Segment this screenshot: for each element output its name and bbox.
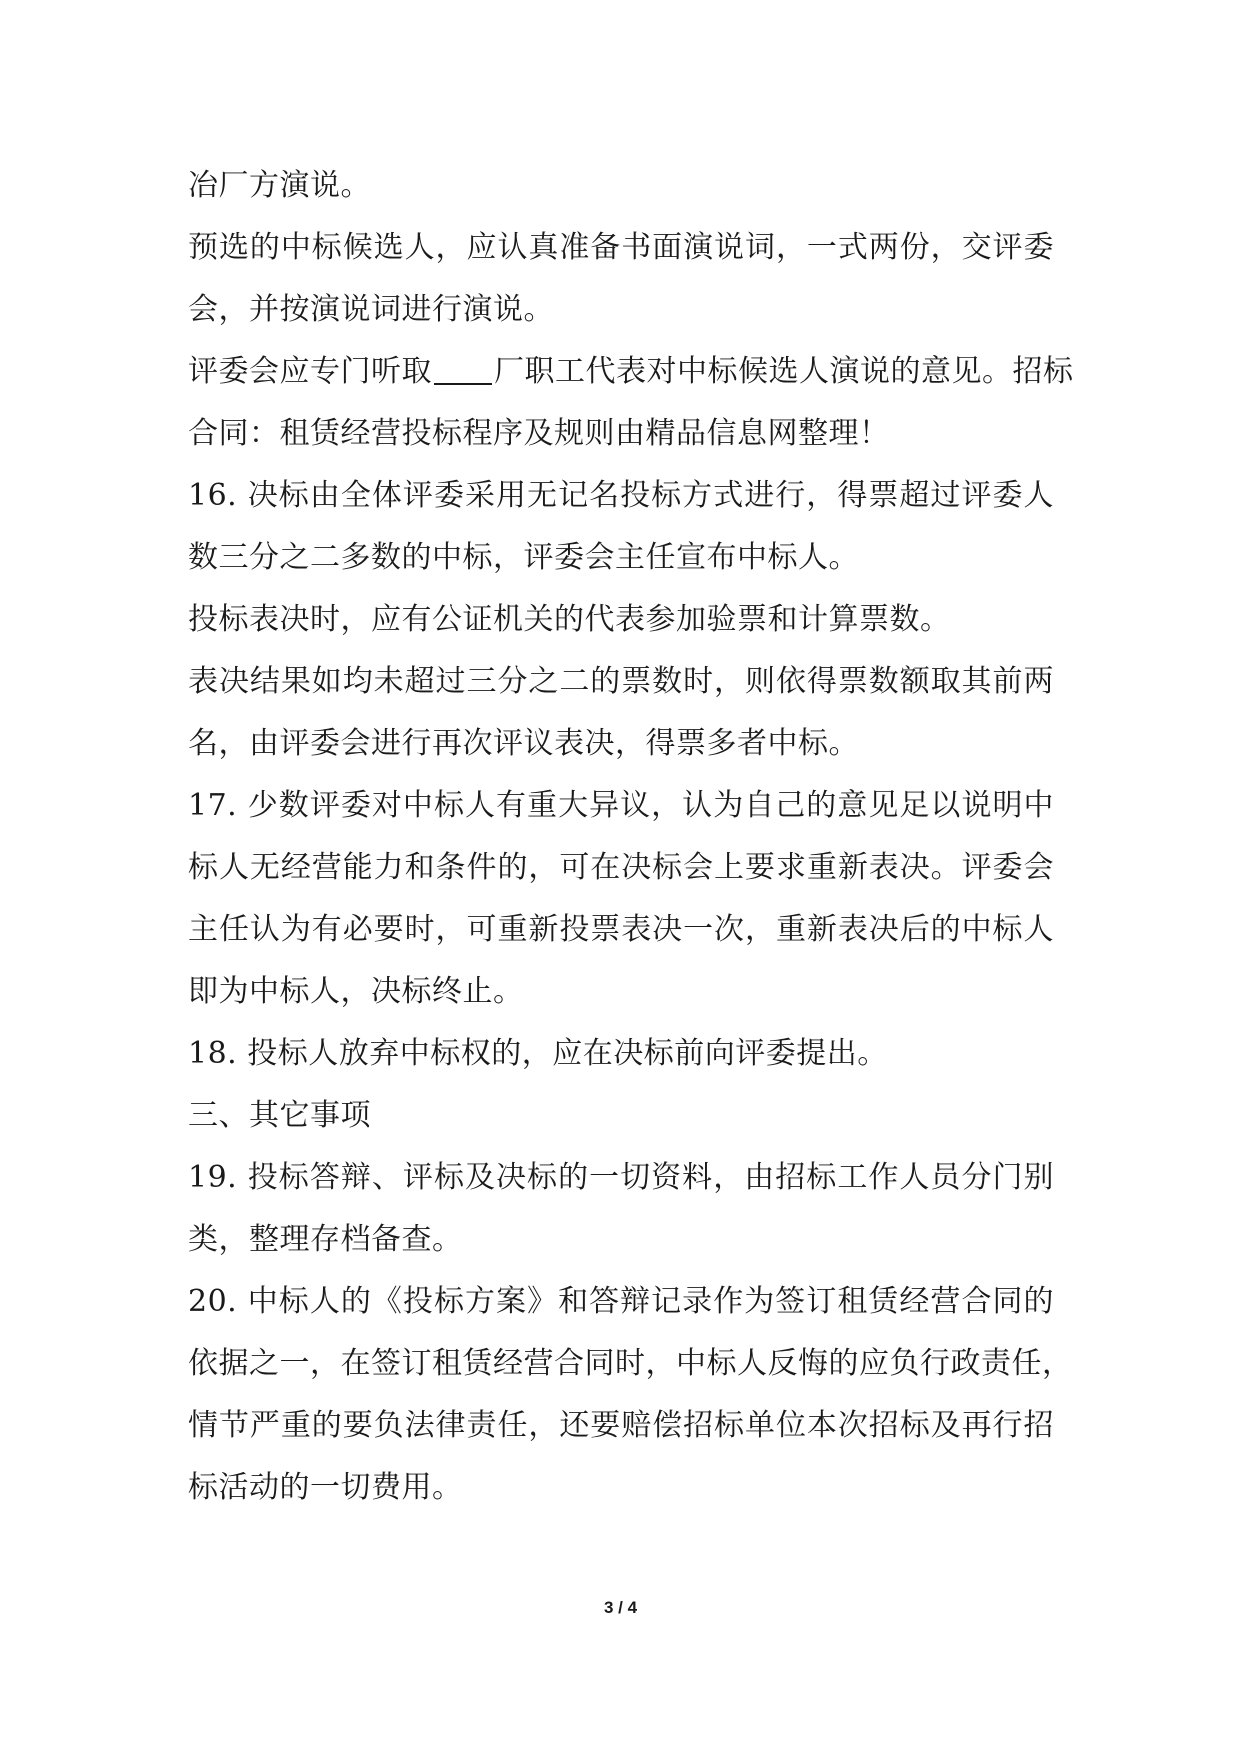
text-line: 投标表决时，应有公证机关的代表参加验票和计算票数。 xyxy=(188,602,951,637)
text-line: 依据之一，在签订租赁经营合同时，中标人反悔的应负行政责任， xyxy=(188,1346,1073,1381)
text-line: 数三分之二多数的中标，评委会主任宣布中标人。 xyxy=(188,540,859,575)
text-line: 18. 投标人放弃中标权的，应在决标前向评委提出。 xyxy=(188,1036,888,1071)
text-line: 情节严重的要负法律责任，还要赔偿招标单位本次招标及再行招 xyxy=(188,1408,1054,1443)
text-line: 标活动的一切费用。 xyxy=(188,1470,463,1505)
text-line: 主任认为有必要时，可重新投票表决一次，重新表决后的中标人 xyxy=(188,912,1054,947)
document-body xyxy=(188,155,1074,1519)
text-line: 标人无经营能力和条件的，可在决标会上要求重新表决。评委会 xyxy=(188,850,1054,885)
text-line-with-blank xyxy=(188,341,1074,403)
text-line: 17. 少数评委对中标人有重大异议，认为自己的意见足以说明中 xyxy=(188,788,1054,823)
text-line: 表决结果如均未超过三分之二的票数时，则依得票数额取其前两 xyxy=(188,664,1054,699)
text-line: 会，并按演说词进行演说。 xyxy=(188,292,554,327)
text-line: 类，整理存档备查。 xyxy=(188,1222,463,1257)
text-line: 20. 中标人的《投标方案》和答辩记录作为签订租赁经营合同的 xyxy=(188,1284,1054,1319)
page-number: 3 / 4 xyxy=(603,1598,638,1617)
fill-in-blank xyxy=(434,353,492,385)
text-line: 合同：租赁经营投标程序及规则由精品信息网整理！ xyxy=(188,416,890,451)
section-heading: 三、其它事项 xyxy=(188,1098,371,1133)
text-line: 冶厂方演说。 xyxy=(188,168,371,203)
text-line: 16. 决标由全体评委采用无记名投标方式进行，得票超过评委人 xyxy=(188,478,1054,513)
text-segment: 厂职工代表对中标候选人演说的意见。招标 xyxy=(494,354,1074,389)
text-segment: 评委会应专门听取 xyxy=(188,354,432,389)
text-line: 预选的中标候选人，应认真准备书面演说词，一式两份，交评委 xyxy=(188,230,1054,265)
text-line: 即为中标人，决标终止。 xyxy=(188,974,524,1009)
text-line: 名，由评委会进行再次评议表决，得票多者中标。 xyxy=(188,726,859,761)
text-line: 19. 投标答辩、评标及决标的一切资料，由招标工作人员分门别 xyxy=(188,1160,1054,1195)
